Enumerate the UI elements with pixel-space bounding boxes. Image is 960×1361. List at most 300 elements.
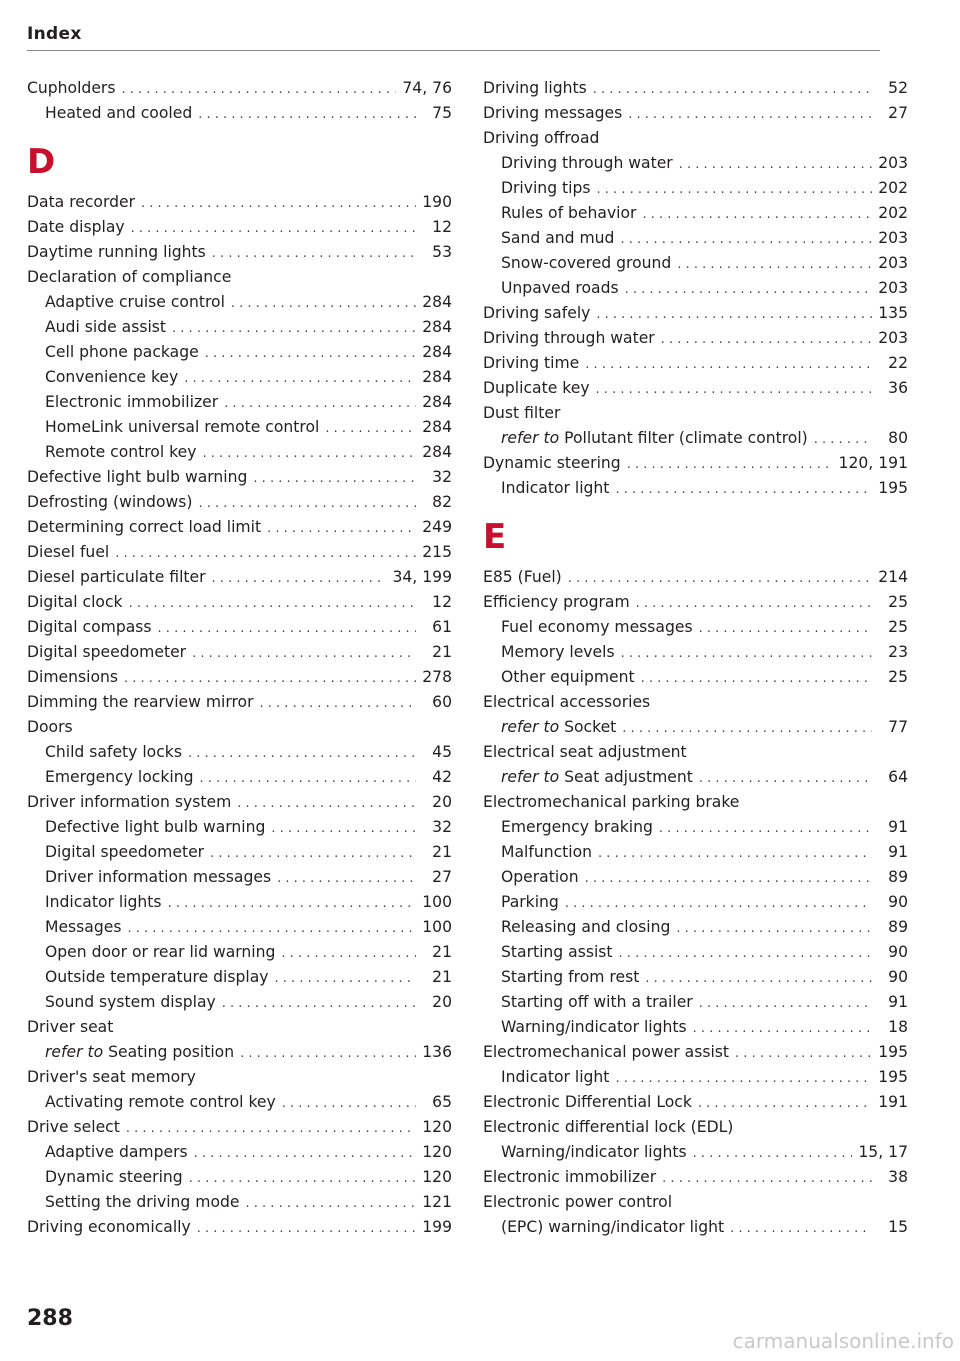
- page-reference: 34, 199: [392, 568, 452, 586]
- index-entry: [27, 190, 452, 215]
- index-subentry: [483, 1215, 908, 1240]
- entry-text: Electronic immobilizer: [45, 393, 219, 411]
- page-reference: 91: [888, 993, 908, 1011]
- dot-leader: [172, 316, 416, 341]
- dot-leader: [627, 452, 833, 477]
- index-entry: [27, 1065, 452, 1090]
- dot-leader: [621, 641, 872, 666]
- dot-leader: [115, 541, 416, 566]
- index-entry: [27, 465, 452, 490]
- entry-text: Malfunction: [501, 843, 593, 861]
- index-entry: [483, 590, 908, 615]
- dot-leader: [222, 991, 416, 1016]
- entry-text: Dimensions: [27, 668, 119, 686]
- page-reference: 23: [888, 643, 908, 661]
- index-entry: [27, 665, 452, 690]
- index-subentry: [483, 476, 908, 501]
- entry-label: [483, 565, 562, 590]
- entry-text: Fuel economy messages: [501, 618, 693, 636]
- entry-label: [501, 665, 635, 690]
- dot-leader: [200, 766, 417, 791]
- entry-text: Electronic differential lock (EDL): [483, 1118, 734, 1136]
- entry-text: (EPC) warning/indicator light: [501, 1218, 725, 1236]
- dot-leader: [615, 477, 872, 502]
- index-subentry: [483, 1140, 908, 1165]
- page-reference: 120, 191: [838, 454, 908, 472]
- entry-label: [27, 715, 73, 740]
- entry-text: Digital speedometer: [45, 843, 205, 861]
- page-reference: 52: [888, 79, 908, 97]
- index-subentry: [483, 715, 908, 740]
- refer-to-text: refer to: [501, 429, 560, 447]
- index-entry: [483, 301, 908, 326]
- page-reference: 32: [432, 818, 452, 836]
- page-reference: 284: [422, 418, 452, 436]
- entry-label: [501, 990, 693, 1015]
- entry-text: Declaration of compliance: [27, 268, 232, 286]
- entry-text: Sand and mud: [501, 229, 615, 247]
- entry-text: Audi side assist: [45, 318, 167, 336]
- entry-text: Other equipment: [501, 668, 635, 686]
- entry-text: Emergency braking: [501, 818, 653, 836]
- entry-text: Digital compass: [27, 618, 152, 636]
- entry-label: [45, 415, 319, 440]
- header-divider: [27, 50, 880, 51]
- dot-leader: [184, 366, 416, 391]
- entry-label: [45, 1190, 240, 1215]
- entry-label: [501, 201, 636, 226]
- entry-label: [501, 715, 616, 740]
- page-reference: 27: [888, 104, 908, 122]
- entry-text: Operation: [501, 868, 579, 886]
- page-reference: 215: [422, 543, 452, 561]
- index-subentry: [27, 990, 452, 1015]
- entry-text: Date display: [27, 218, 125, 236]
- dot-leader: [585, 352, 872, 377]
- page-reference: 90: [888, 968, 908, 986]
- index-column-left: [27, 76, 452, 1240]
- index-subentry: [27, 740, 452, 765]
- entry-text: Driver seat: [27, 1018, 114, 1036]
- page-reference: 90: [888, 893, 908, 911]
- page-reference: 191: [878, 1093, 908, 1111]
- index-subentry: [483, 890, 908, 915]
- dot-leader: [253, 466, 416, 491]
- entry-label: [45, 890, 162, 915]
- index-subentry: [483, 765, 908, 790]
- page-reference: 74, 76: [402, 79, 452, 97]
- page-reference: 32: [432, 468, 452, 486]
- dot-leader: [202, 441, 416, 466]
- entry-text: Defective light bulb warning: [27, 468, 248, 486]
- entry-label: [483, 101, 622, 126]
- page-reference: 25: [888, 618, 908, 636]
- dot-leader: [277, 866, 416, 891]
- index-subentry: [27, 440, 452, 465]
- index-subentry: [27, 315, 452, 340]
- index-column-right: [483, 76, 908, 1240]
- entry-text: Starting assist: [501, 943, 613, 961]
- page-reference: 284: [422, 343, 452, 361]
- entry-label: [483, 690, 650, 715]
- entry-label: [483, 351, 579, 376]
- index-entry: [483, 690, 908, 715]
- page-reference: 61: [432, 618, 452, 636]
- dot-leader: [679, 152, 872, 177]
- page-reference: 21: [432, 843, 452, 861]
- entry-text: Unpaved roads: [501, 279, 619, 297]
- index-entry: [483, 451, 908, 476]
- dot-leader: [636, 591, 872, 616]
- page-reference: 21: [432, 943, 452, 961]
- dot-leader: [662, 1166, 872, 1191]
- dot-leader: [260, 691, 416, 716]
- index-subentry: [483, 615, 908, 640]
- index-subentry: [27, 840, 452, 865]
- dot-leader: [565, 891, 872, 916]
- page-reference: 284: [422, 293, 452, 311]
- index-entry: [483, 326, 908, 351]
- index-subentry: [483, 840, 908, 865]
- dot-leader: [129, 591, 416, 616]
- page-reference: 202: [878, 179, 908, 197]
- entry-text: Snow-covered ground: [501, 254, 672, 272]
- dot-leader: [275, 966, 416, 991]
- entry-label: [27, 1015, 113, 1040]
- page-reference: 25: [888, 668, 908, 686]
- dot-leader: [661, 327, 872, 352]
- entry-text: Electromechanical power assist: [483, 1043, 730, 1061]
- index-entry: [483, 1115, 908, 1140]
- entry-text: Doors: [27, 718, 73, 736]
- entry-label: [45, 1090, 276, 1115]
- section-letter: D: [27, 142, 56, 182]
- entry-label: [45, 315, 166, 340]
- index-subentry: [27, 1165, 452, 1190]
- page-reference: 20: [432, 793, 452, 811]
- index-subentry: [483, 940, 908, 965]
- index-entry: [27, 515, 452, 540]
- entry-text: Warning/indicator lights: [501, 1143, 687, 1161]
- index-subentry: [27, 365, 452, 390]
- entry-label: [27, 76, 115, 101]
- dot-leader: [676, 916, 872, 941]
- dot-leader: [205, 341, 416, 366]
- entry-text: Driving messages: [483, 104, 623, 122]
- entry-label: [45, 940, 275, 965]
- entry-text: Data recorder: [27, 193, 136, 211]
- dot-leader: [267, 516, 416, 541]
- entry-text: Seat adjustment: [564, 768, 693, 786]
- page-header-title: Index: [27, 24, 82, 44]
- page-reference: 27: [432, 868, 452, 886]
- entry-label: [501, 940, 613, 965]
- index-entry: [483, 126, 908, 151]
- index-subentry: [483, 251, 908, 276]
- entry-text: Driving lights: [483, 79, 587, 97]
- entry-text: Indicator light: [501, 1068, 610, 1086]
- index-entry: [483, 1190, 908, 1215]
- dot-leader: [625, 277, 872, 302]
- index-subentry: [27, 415, 452, 440]
- entry-text: Driving safely: [483, 304, 591, 322]
- entry-label: [45, 390, 218, 415]
- page-reference: 25: [888, 593, 908, 611]
- page-number: 288: [27, 1306, 73, 1331]
- entry-label: [27, 565, 206, 590]
- page-reference: 284: [422, 368, 452, 386]
- index-subentry: [483, 226, 908, 251]
- entry-label: [45, 990, 216, 1015]
- entry-text: Memory levels: [501, 643, 615, 661]
- refer-to-text: refer to: [501, 768, 560, 786]
- index-subentry: [483, 201, 908, 226]
- entry-label: [45, 865, 271, 890]
- page-reference: 120: [422, 1143, 452, 1161]
- entry-label: [501, 815, 653, 840]
- index-entry: [27, 490, 452, 515]
- index-entry: [27, 790, 452, 815]
- entry-label: [501, 865, 579, 890]
- page-reference: 21: [432, 968, 452, 986]
- page-reference: 284: [422, 393, 452, 411]
- page-reference: 60: [432, 693, 452, 711]
- page-reference: 80: [888, 429, 908, 447]
- entry-label: [27, 515, 261, 540]
- watermark: carmanualsonline.info: [732, 1329, 954, 1353]
- entry-text: Adaptive dampers: [45, 1143, 188, 1161]
- index-entry: [483, 740, 908, 765]
- page-reference: 75: [432, 104, 452, 122]
- entry-label: [27, 465, 247, 490]
- index-subentry: [483, 665, 908, 690]
- index-subentry: [27, 965, 452, 990]
- entry-label: [27, 540, 109, 565]
- page-reference: 120: [422, 1168, 452, 1186]
- refer-to-text: refer to: [501, 718, 560, 736]
- page-reference: 120: [422, 1118, 452, 1136]
- index-subentry: [483, 815, 908, 840]
- index-entry: [27, 215, 452, 240]
- entry-text: Starting from rest: [501, 968, 640, 986]
- index-entry: [27, 715, 452, 740]
- index-subentry: [483, 426, 908, 451]
- index-entry: [483, 76, 908, 101]
- page-reference: 91: [888, 843, 908, 861]
- entry-text: Diesel particulate filter: [27, 568, 206, 586]
- index-entry: [483, 1090, 908, 1115]
- entry-label: [27, 1115, 120, 1140]
- page-reference: 190: [422, 193, 452, 211]
- entry-text: Cupholders: [27, 79, 116, 97]
- entry-text: Determining correct load limit: [27, 518, 262, 536]
- entry-label: [27, 190, 135, 215]
- dot-leader: [568, 566, 872, 591]
- entry-text: Child safety locks: [45, 743, 182, 761]
- entry-label: [501, 476, 609, 501]
- index-entry: [27, 76, 452, 101]
- entry-label: [483, 126, 599, 151]
- entry-text: Setting the driving mode: [45, 1193, 240, 1211]
- entry-label: [501, 765, 693, 790]
- dot-leader: [281, 941, 416, 966]
- entry-text: Defrosting (windows): [27, 493, 193, 511]
- entry-label: [483, 451, 621, 476]
- entry-label: [501, 151, 673, 176]
- entry-label: [483, 590, 630, 615]
- entry-label: [501, 615, 693, 640]
- entry-label: [27, 490, 192, 515]
- dot-leader: [596, 377, 872, 402]
- dot-leader: [699, 766, 872, 791]
- index-subentry: [27, 915, 452, 940]
- index-subentry: [27, 1190, 452, 1215]
- dot-leader: [246, 1191, 416, 1216]
- entry-label: [501, 226, 614, 251]
- dot-leader: [194, 1141, 416, 1166]
- page-reference: 90: [888, 943, 908, 961]
- page-reference: 203: [878, 154, 908, 172]
- entry-label: [501, 176, 591, 201]
- entry-text: Sound system display: [45, 993, 216, 1011]
- entry-text: Driving through water: [501, 154, 673, 172]
- entry-label: [501, 640, 615, 665]
- entry-label: [483, 326, 655, 351]
- dot-leader: [698, 1091, 872, 1116]
- entry-label: [45, 365, 178, 390]
- index-subentry: [27, 865, 452, 890]
- entry-text: Messages: [45, 918, 122, 936]
- entry-text: Duplicate key: [483, 379, 590, 397]
- entry-label: [27, 640, 186, 665]
- entry-label: [483, 1090, 692, 1115]
- entry-text: Diesel fuel: [27, 543, 110, 561]
- dot-leader: [192, 641, 416, 666]
- index-subentry: [483, 151, 908, 176]
- entry-text: Socket: [564, 718, 617, 736]
- entry-label: [483, 1115, 733, 1140]
- index-subentry: [483, 990, 908, 1015]
- page-reference: 195: [878, 1043, 908, 1061]
- index-entry: [483, 790, 908, 815]
- dot-leader: [240, 1041, 416, 1066]
- entry-label: [45, 1140, 188, 1165]
- index-subentry: [27, 815, 452, 840]
- dot-leader: [593, 77, 872, 102]
- entry-text: Emergency locking: [45, 768, 194, 786]
- dot-leader: [158, 616, 416, 641]
- entry-text: Dynamic steering: [483, 454, 621, 472]
- entry-label: [27, 690, 254, 715]
- dot-leader: [198, 491, 416, 516]
- entry-text: Driver information messages: [45, 868, 272, 886]
- page-reference: 249: [422, 518, 452, 536]
- dot-leader: [168, 891, 416, 916]
- entry-label: [501, 1015, 687, 1040]
- page-reference: 121: [422, 1193, 452, 1211]
- dot-leader: [598, 841, 872, 866]
- entry-text: Seating position: [108, 1043, 235, 1061]
- index-subentry: [483, 176, 908, 201]
- entry-label: [483, 76, 587, 101]
- entry-label: [45, 815, 265, 840]
- entry-label: [27, 790, 231, 815]
- entry-text: Electrical accessories: [483, 693, 651, 711]
- index-entry: [27, 540, 452, 565]
- entry-label: [27, 1215, 191, 1240]
- entry-text: Pollutant filter (climate control): [564, 429, 808, 447]
- dot-leader: [126, 1116, 416, 1141]
- entry-text: Driver information system: [27, 793, 232, 811]
- page-reference: 136: [422, 1043, 452, 1061]
- page-reference: 100: [422, 918, 452, 936]
- dot-leader: [677, 252, 872, 277]
- entry-label: [45, 965, 269, 990]
- entry-label: [483, 1165, 656, 1190]
- entry-label: [45, 740, 182, 765]
- entry-text: Rules of behavior: [501, 204, 637, 222]
- entry-text: Electronic immobilizer: [483, 1168, 657, 1186]
- page-reference: 15: [888, 1218, 908, 1236]
- dot-leader: [693, 1016, 872, 1041]
- entry-text: Activating remote control key: [45, 1093, 276, 1111]
- index-subentry: [27, 340, 452, 365]
- page-reference: 15, 17: [858, 1143, 908, 1161]
- dot-leader: [212, 241, 416, 266]
- page-reference: 199: [422, 1218, 452, 1236]
- index-entry: [27, 240, 452, 265]
- index-subentry: [27, 101, 452, 126]
- entry-label: [501, 1140, 687, 1165]
- entry-text: Dynamic steering: [45, 1168, 183, 1186]
- entry-label: [483, 376, 590, 401]
- page-reference: 91: [888, 818, 908, 836]
- entry-label: [45, 1165, 183, 1190]
- index-subentry: [483, 965, 908, 990]
- dot-leader: [735, 1041, 872, 1066]
- index-subentry: [27, 390, 452, 415]
- index-entry: [27, 1015, 452, 1040]
- index-entry: [27, 640, 452, 665]
- entry-text: Indicator light: [501, 479, 610, 497]
- dot-leader: [231, 291, 416, 316]
- page-reference: 195: [878, 1068, 908, 1086]
- section-letter: E: [483, 517, 507, 557]
- entry-label: [483, 301, 590, 326]
- entry-label: [501, 1215, 724, 1240]
- dot-leader: [271, 816, 416, 841]
- page-reference: 77: [888, 718, 908, 736]
- entry-text: Daytime running lights: [27, 243, 206, 261]
- entry-label: [483, 1190, 672, 1215]
- index-entry: [483, 101, 908, 126]
- entry-text: Driving offroad: [483, 129, 600, 147]
- page-reference: 203: [878, 229, 908, 247]
- entry-label: [45, 101, 192, 126]
- entry-text: Driving through water: [483, 329, 655, 347]
- index-subentry: [27, 290, 452, 315]
- entry-text: Dust filter: [483, 404, 561, 422]
- dot-leader: [622, 716, 872, 741]
- entry-text: Defective light bulb warning: [45, 818, 266, 836]
- entry-label: [501, 965, 639, 990]
- page-reference: 278: [422, 668, 452, 686]
- dot-leader: [659, 816, 872, 841]
- dot-leader: [615, 1066, 872, 1091]
- dot-leader: [237, 791, 416, 816]
- index-subentry: [27, 1140, 452, 1165]
- dot-leader: [188, 741, 416, 766]
